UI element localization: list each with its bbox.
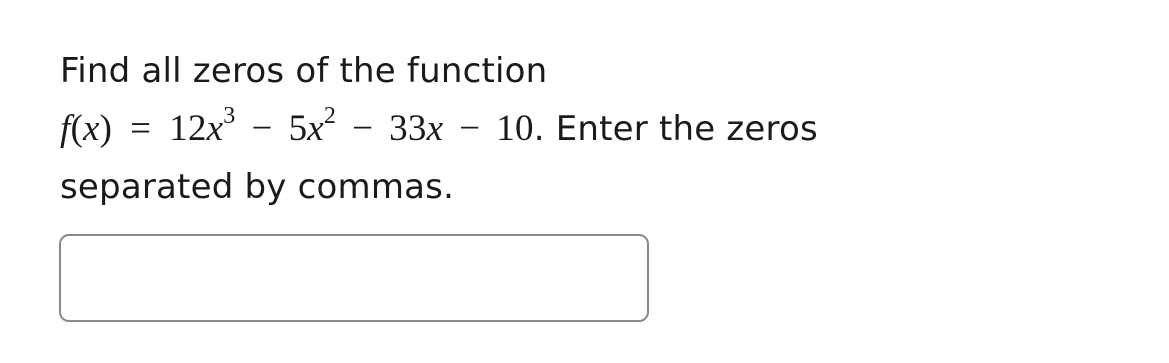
question-line-2 xyxy=(60,100,1120,158)
question-line-1: Find all zeros of the function xyxy=(60,51,548,91)
paren-open: ( xyxy=(70,108,84,149)
question-instruction: . Enter the zeros xyxy=(533,109,818,149)
minus-1: − xyxy=(251,108,273,149)
question-line-3: separated by commas. xyxy=(60,167,455,207)
paren-close: ) xyxy=(99,108,113,149)
function-equation xyxy=(60,102,534,149)
function-variable: x xyxy=(83,108,100,149)
minus-3: − xyxy=(459,108,481,149)
coefficient-2: 5 xyxy=(288,108,308,149)
answer-input[interactable] xyxy=(59,234,649,322)
constant-term: 10 xyxy=(496,108,534,149)
exponent-2: 2 xyxy=(323,102,337,129)
minus-2: − xyxy=(352,108,374,149)
equals-sign: = xyxy=(130,108,152,149)
function-name: f xyxy=(60,108,71,149)
question-text xyxy=(60,42,1120,216)
variable-1: x xyxy=(206,108,224,149)
coefficient-3: 33 xyxy=(389,108,427,149)
coefficient-1: 12 xyxy=(169,108,207,149)
variable-2: x xyxy=(307,108,324,149)
variable-3: x xyxy=(426,108,444,149)
exponent-1: 3 xyxy=(223,102,236,129)
